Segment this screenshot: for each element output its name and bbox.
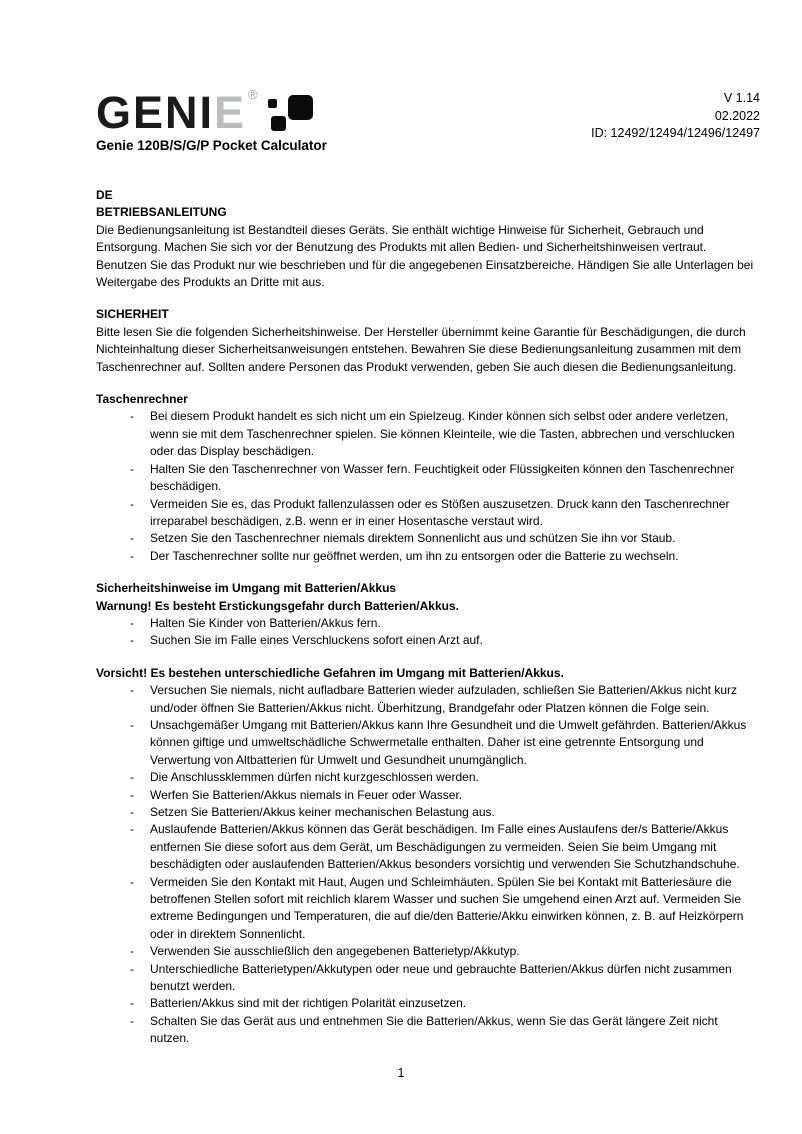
list-item-text: Vermeiden Sie es, das Produkt fallenzulassen oder es Stößen auszusetzen. Druck kann den Taschenrechner irreparabel beschädigen, z.B. wenn er in einer Hosentasche verstaut wird. xyxy=(150,496,730,528)
bullet-dash: - xyxy=(130,717,134,732)
bullet-dash: - xyxy=(130,633,134,648)
warnung-list xyxy=(96,615,760,650)
list-item-text: Unterschiedliche Batterietypen/Akkutypen oder neue und gebrauchte Batterien/Akkus dürfen nicht zusammen benutzt werden. xyxy=(150,961,732,994)
list-item xyxy=(130,632,760,649)
betriebsanleitung-heading: BETRIEBSANLEITUNG xyxy=(96,205,227,220)
header-meta xyxy=(591,88,760,143)
list-item xyxy=(130,961,760,996)
list-item-text: Setzen Sie den Taschenrechner niemals direktem Sonnenlicht aus und schützen Sie ihn vor Staub. xyxy=(150,531,676,546)
list-item xyxy=(130,821,760,873)
bullet-dash: - xyxy=(130,822,134,837)
list-item-text: Schalten Sie das Gerät aus und entnehmen Sie die Batterien/Akkus, wenn Sie das Gerät längere Zeit nicht nutzen. xyxy=(150,1013,718,1046)
list-item-text: Bei diesem Produkt handelt es sich nicht um ein Spielzeug. Kinder können sich selbst oder andere verletzen, wenn sie mit dem Taschenrechner spielen. Sie können Kleinteile, wie die Tasten, abbrechen und verschlucken oder das Display beschädigen. xyxy=(150,409,735,459)
list-item-text: Batterien/Akkus sind mit der richtigen Polarität einzusetzen. xyxy=(150,996,467,1011)
product-title: Genie 120B/S/G/P Pocket Calculator xyxy=(96,138,327,153)
list-item-text: Die Anschlussklemmen dürfen nicht kurzgeschlossen werden. xyxy=(150,770,479,785)
list-item-text: Suchen Sie im Falle eines Verschluckens sofort einen Arzt auf. xyxy=(150,633,483,648)
list-item xyxy=(130,943,760,960)
vorsicht-list xyxy=(96,682,760,1048)
logo-pixel-medium-square xyxy=(271,116,286,131)
document-header xyxy=(96,88,760,153)
registered-trademark-icon: ® xyxy=(248,87,258,102)
bullet-dash: - xyxy=(130,1013,134,1028)
list-item-text: Verwenden Sie ausschließlich den angegebenen Batterietyp/Akkutyp. xyxy=(150,944,520,959)
list-item-text: Halten Sie Kinder von Batterien/Akkus fern. xyxy=(150,615,381,630)
bullet-dash: - xyxy=(130,961,134,976)
sicherheit-heading: SICHERHEIT xyxy=(96,307,169,322)
list-item xyxy=(130,717,760,769)
list-item xyxy=(130,548,760,565)
list-item xyxy=(130,1013,760,1048)
bullet-dash: - xyxy=(130,615,134,630)
bullet-dash: - xyxy=(130,874,134,889)
list-item xyxy=(130,769,760,786)
list-item xyxy=(130,995,760,1012)
list-item-text: Werfen Sie Batterien/Akkus niemals in Feuer oder Wasser. xyxy=(150,787,463,802)
bullet-dash: - xyxy=(130,805,134,819)
bullet-dash: - xyxy=(130,787,134,802)
bullet-dash: - xyxy=(130,770,134,785)
logo-text-light: E xyxy=(214,87,247,139)
list-item xyxy=(130,682,760,717)
logo-wordmark xyxy=(96,87,247,139)
taschenrechner-heading: Taschenrechner xyxy=(96,392,188,407)
version-label: V 1.14 xyxy=(723,91,760,105)
bullet-dash: - xyxy=(130,409,134,424)
list-item xyxy=(130,461,760,496)
vorsicht-heading: Vorsicht! Es bestehen unterschiedliche Gefahren im Umgang mit Batterien/Akkus. xyxy=(96,665,564,680)
section-taschenrechner xyxy=(96,391,760,565)
list-item xyxy=(130,496,760,531)
logo-pixel-big-square xyxy=(288,95,313,120)
section-sicherheit xyxy=(96,306,760,376)
warnung-heading: Warnung! Es besteht Erstickungsgefahr durch Batterien/Akkus. xyxy=(96,598,459,613)
list-item-text: Setzen Sie Batterien/Akkus keiner mechanischen Belastung aus. xyxy=(150,805,495,819)
betriebsanleitung-paragraph: Die Bedienungsanleitung ist Bestandteil dieses Geräts. Sie enthält wichtige Hinweise für Sicherheit, Gebrauch und Entsorgung. Machen Sie sich vor der Benutzung des Produkts mit allen Bedien- und Sicherheitshinweisen vertraut. Benutzen Sie das Produkt nur wie beschrieben und für die angegebenen Einsatzbereiche. Händigen Sie alle Unterlagen bei Weitergabe des Produkts an Dritte mit aus. xyxy=(96,222,754,290)
bullet-dash: - xyxy=(130,683,134,698)
batterien-heading: Sicherheitshinweise im Umgang mit Batterien/Akkus xyxy=(96,581,397,596)
list-item xyxy=(130,787,760,804)
bullet-dash: - xyxy=(130,496,134,511)
list-item xyxy=(130,804,760,821)
bullet-dash: - xyxy=(130,461,134,476)
list-item-text: Vermeiden Sie den Kontakt mit Haut, Augen und Schleimhäuten. Spülen Sie bei Kontakt mit Batteriesäure die betroffenen Stellen sofort mit reichlich klarem Wasser und suchen Sie umgehend einen Arzt auf. Vermeiden Sie extreme Bedingungen und Temperaturen, die auf die/den Batterie/Akku einwirken können, z. B. auf Heizkörpern oder in direktem Sonnenlicht. xyxy=(150,874,744,941)
list-item-text: Versuchen Sie niemals, nicht aufladbare Batterien wieder aufzuladen, schließen Sie Batterien/Akkus nicht kurz und/oder öffnen Sie Batterien/Akkus nicht. Überhitzung, Brandgefahr oder Platzen können die Folge sein. xyxy=(150,683,737,715)
page-number: 1 xyxy=(397,1066,405,1080)
list-item-text: Der Taschenrechner sollte nur geöffnet werden, um ihn zu entsorgen oder die Batterie zu wechseln. xyxy=(150,548,679,563)
sicherheit-paragraph: Bitte lesen Sie die folgenden Sicherheitshinweise. Der Hersteller übernimmt keine Garantie für Beschädigungen, die durch Nichteinhaltung dieser Sicherheitsanweisungen entstehen. Bewahren Sie diese Bedienungsanleitung zusammen mit dem Taschenrechner auf. Sollten andere Personen das Produkt verwenden, geben Sie auch diesen die Bedienungsanleitung. xyxy=(96,324,746,374)
header-left xyxy=(96,88,327,153)
language-heading: DE xyxy=(96,188,113,202)
logo-pixel-dot xyxy=(268,99,277,108)
document-body xyxy=(96,187,760,1048)
section-betriebsanleitung xyxy=(96,204,760,291)
bullet-dash: - xyxy=(130,944,134,959)
taschenrechner-list xyxy=(96,408,760,565)
bullet-dash: - xyxy=(130,548,134,563)
list-item-text: Halten Sie den Taschenrechner von Wasser fern. Feuchtigkeit oder Flüssigkeiten können den Taschenrechner beschädigen. xyxy=(150,461,735,494)
list-item xyxy=(130,408,760,460)
genie-logo xyxy=(96,87,327,139)
list-item-text: Unsachgemäßer Umgang mit Batterien/Akkus kann Ihre Gesundheit und die Umwelt gefährden. Batterien/Akkus können giftige und umweltschädliche Schwermetalle enthalten. Daher ist eine getrennte Entsorgung und Verwertung von Altbatterien für Umwelt und Gesundheit unumgänglich. xyxy=(150,717,747,767)
logo-text-dark: GENI xyxy=(96,87,215,139)
logo-pixel-icon xyxy=(268,90,316,132)
list-item xyxy=(130,615,760,632)
list-item-text: Auslaufende Batterien/Akkus können das Gerät beschädigen. Im Falle eines Auslaufens der/s Batterie/Akkus entfernen Sie diese sofort aus dem Gerät, um Beschädigungen zu vermeiden. Seien Sie beim Umgang mit beschädigten oder auslaufenden Batterien/Akkus besonders vorsichtig und verwenden Sie Schutzhandschuhe. xyxy=(150,822,740,872)
bullet-dash: - xyxy=(130,996,134,1011)
document-id-label: ID: 12492/12494/12496/12497 xyxy=(591,126,760,140)
section-batterien xyxy=(96,580,760,1048)
date-label: 02.2022 xyxy=(714,108,760,123)
bullet-dash: - xyxy=(130,531,134,546)
list-item xyxy=(130,874,760,944)
list-item xyxy=(130,530,760,547)
